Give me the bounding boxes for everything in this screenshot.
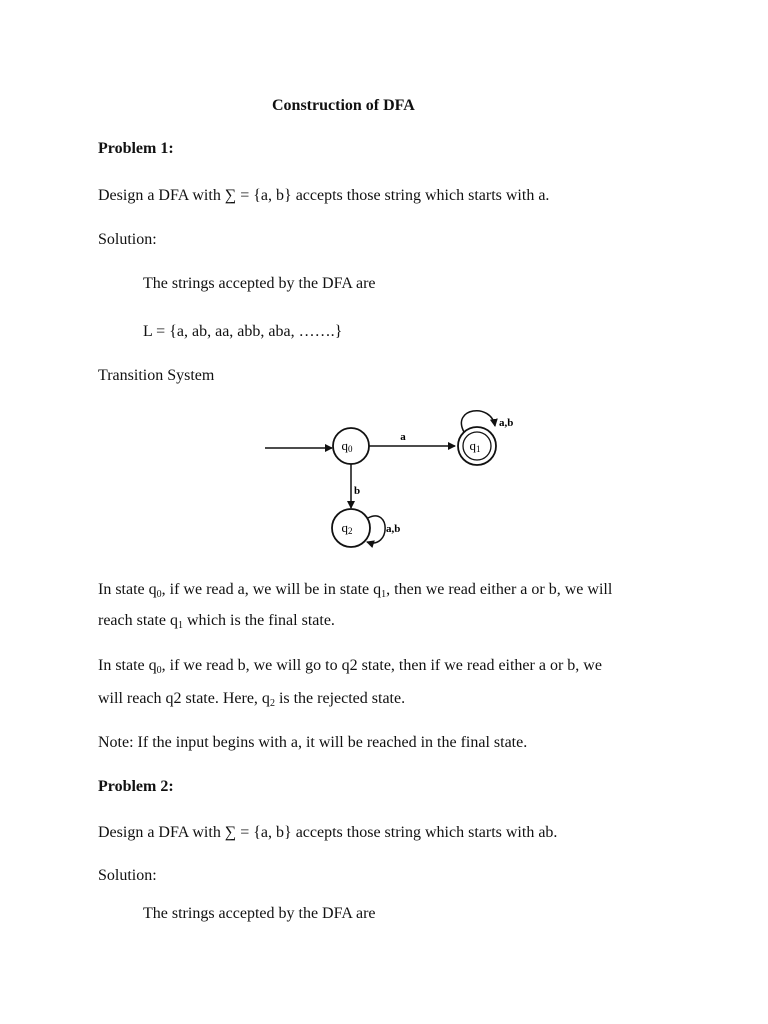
edge-q1-self-label: a,b	[499, 417, 514, 429]
state-q0	[333, 428, 369, 464]
document-title: Construction of DFA	[272, 97, 415, 114]
problem1-rejection-line2: will reach q2 state. Here, $q_2$ is the rejected state.	[98, 690, 406, 709]
edge-q0-q2-label: b	[354, 485, 361, 497]
edge-q0-q1-label: a	[400, 431, 406, 443]
state-q1-final	[458, 427, 496, 465]
problem2-accepted-intro: The strings accepted by the DFA are	[143, 905, 376, 922]
problem1-note: Note: If the input begins with a, it will be reached in the final state.	[98, 734, 528, 751]
problem1-explanation-line1: In state $q_0$, if we read a, we will be in state $q_1$, then we read either a or b, we will	[98, 581, 613, 600]
problem1-solution-label: Solution:	[98, 231, 157, 248]
problem2-solution-label: Solution:	[98, 867, 157, 884]
problem1-statement: Design a DFA with ∑ = {a, b} accepts those string which starts with a.	[98, 187, 550, 204]
problem1-accepted-intro: The strings accepted by the DFA are	[143, 275, 376, 292]
problem1-language: L = {a, ab, aa, abb, aba, …….}	[143, 323, 343, 340]
state-q2	[332, 509, 370, 547]
svg-text:q2: q2	[341, 520, 353, 536]
dfa-transition-diagram	[255, 402, 535, 562]
problem1-transition-label: Transition System	[98, 367, 215, 384]
edge-q2-self-label: a,b	[386, 523, 401, 535]
problem1-explanation-line2: reach state $q_1$ which is the final state.	[98, 612, 335, 631]
problem1-heading: Problem 1:	[98, 140, 174, 157]
svg-text:q1: q1	[469, 438, 481, 454]
problem1-rejection-line1: In state $q_0$, if we read b, we will go to q2 state, then if we read either a or b, we	[98, 657, 602, 676]
svg-text:q0: q0	[341, 438, 353, 454]
problem2-statement: Design a DFA with ∑ = {a, b} accepts those string which starts with ab.	[98, 824, 558, 841]
problem2-heading: Problem 2:	[98, 778, 174, 795]
